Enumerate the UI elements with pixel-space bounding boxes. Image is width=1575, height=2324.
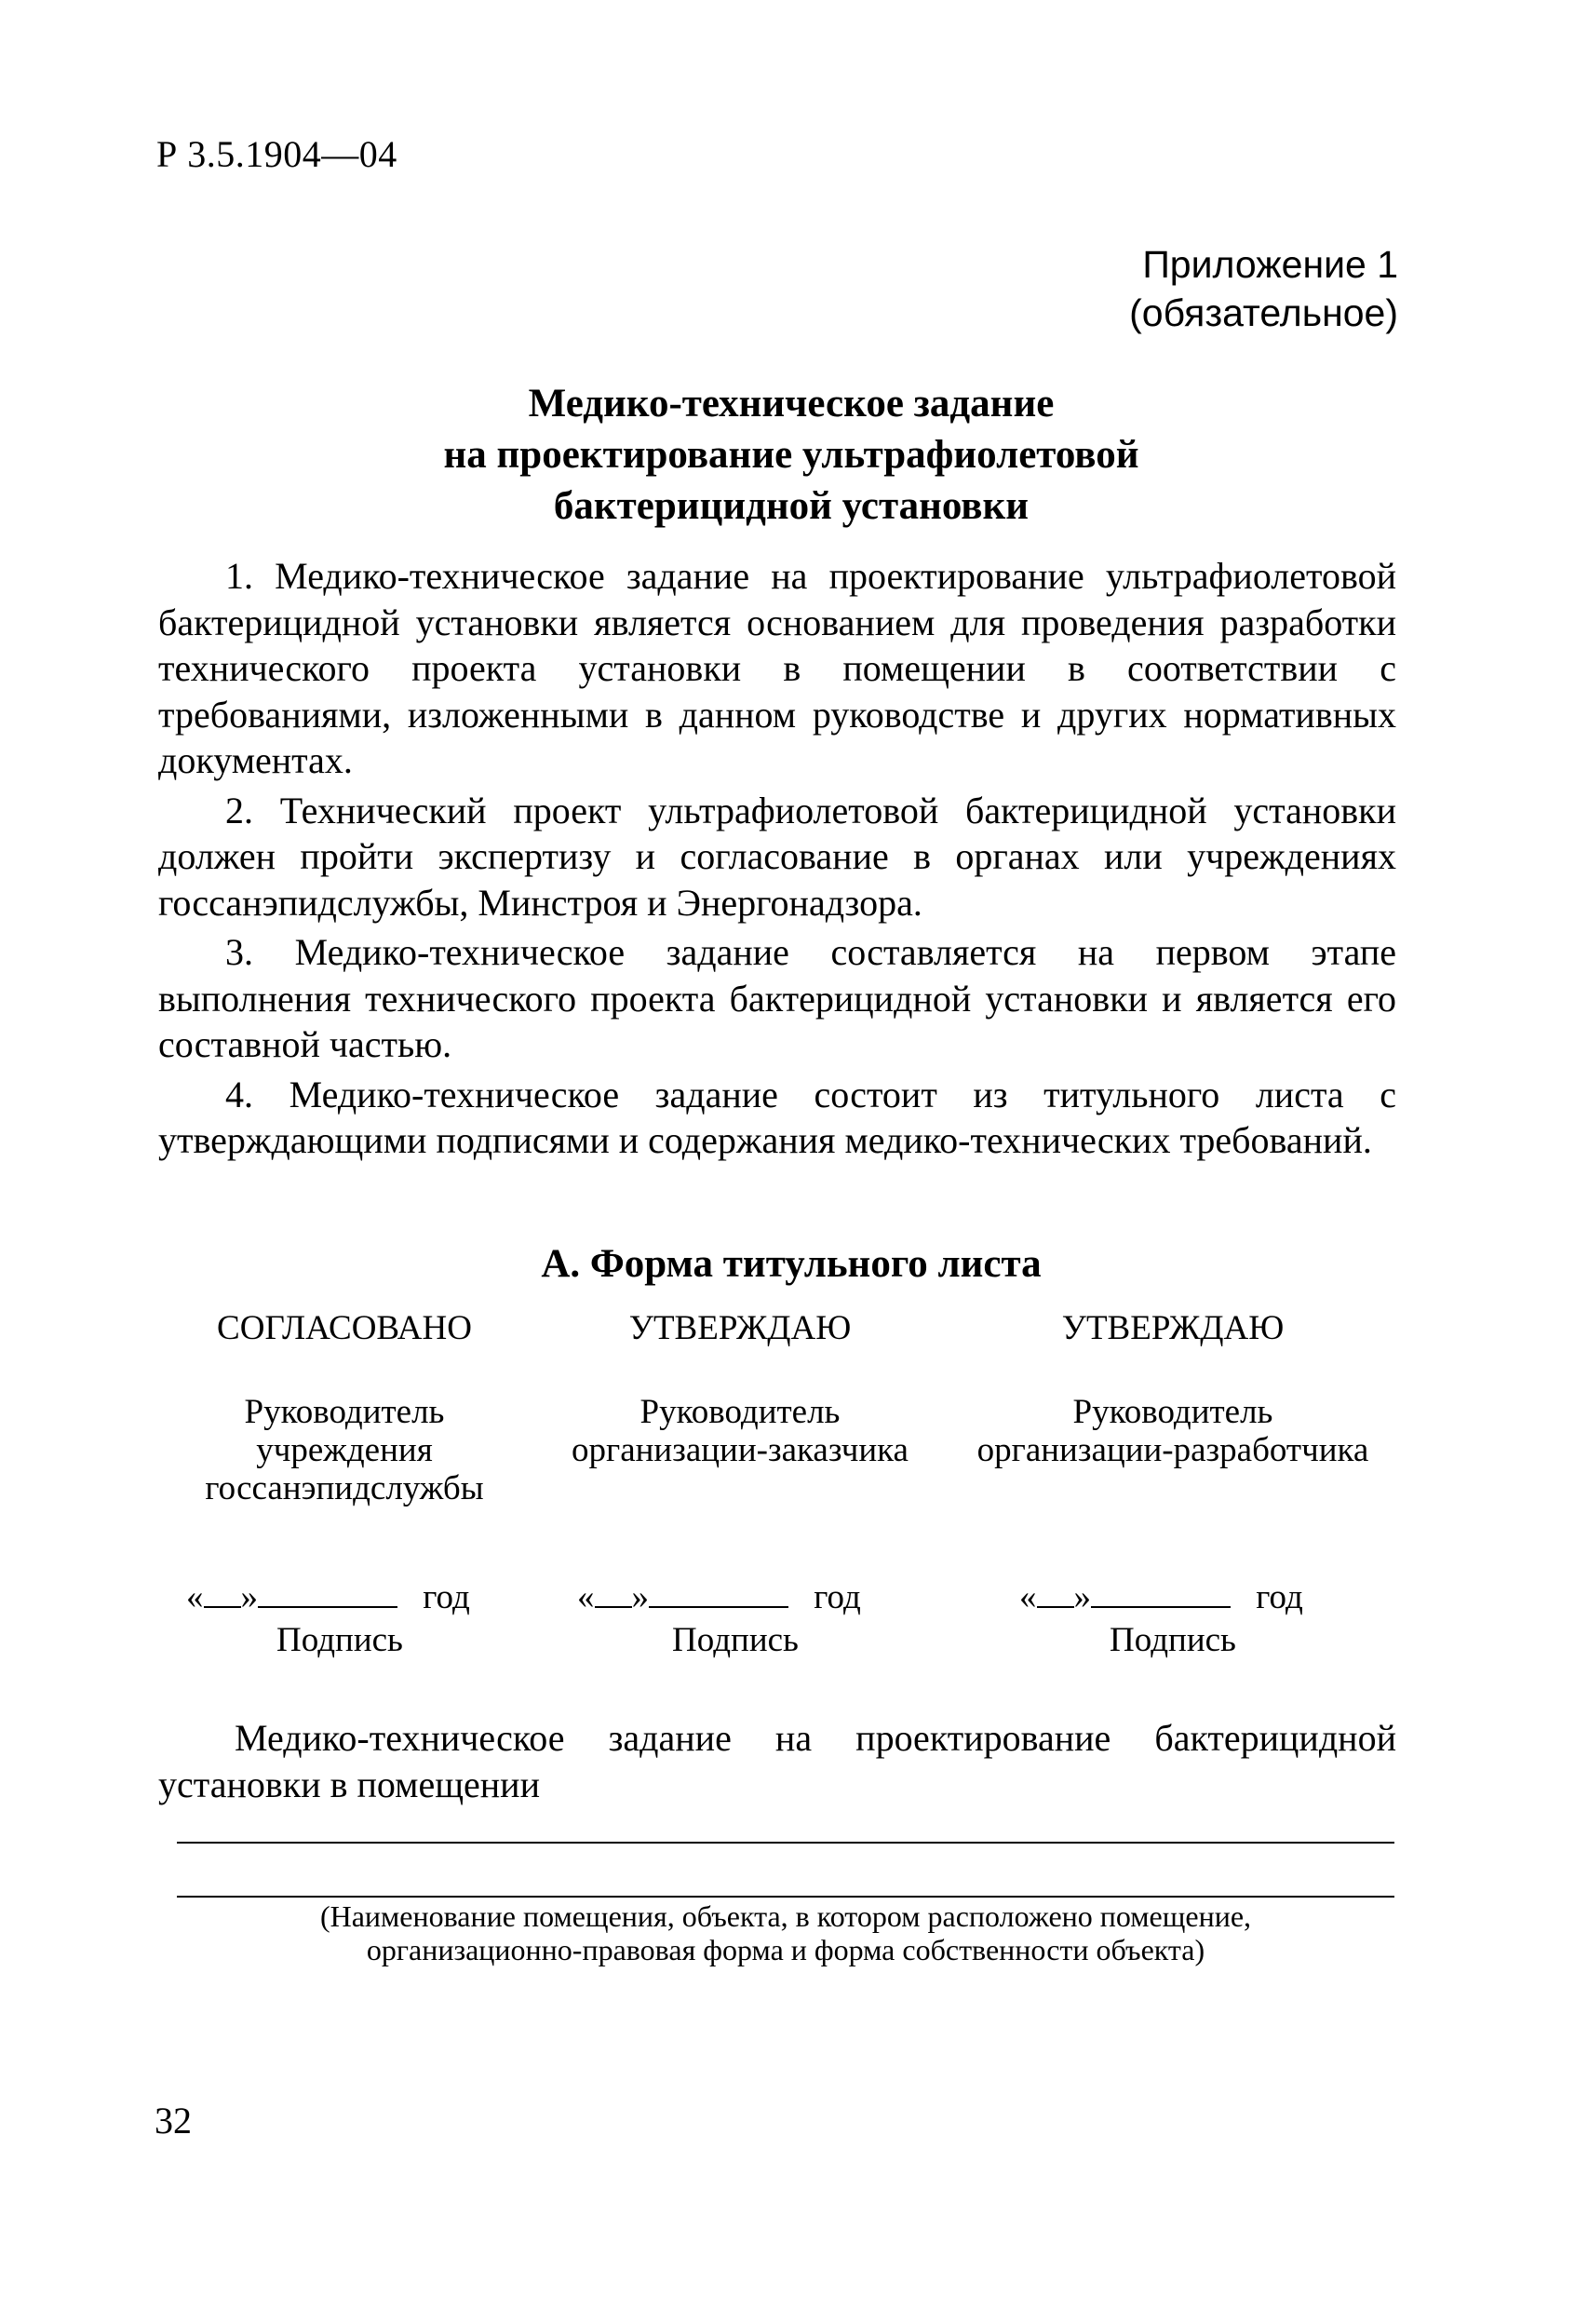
- year-label: год: [423, 1578, 470, 1616]
- day-blank[interactable]: [595, 1578, 632, 1608]
- day-blank[interactable]: [1037, 1578, 1074, 1608]
- body-text: [158, 553, 1396, 1168]
- document-title: [279, 378, 1303, 532]
- section-title: А. Форма титульного листа: [541, 1242, 1042, 1286]
- role-line-3: госсанэпидслужбы: [205, 1469, 484, 1507]
- title-line-2: на проектирование ультрафиолетовой: [443, 433, 1139, 477]
- page-number: 32: [155, 2100, 192, 2142]
- open-quote: «: [577, 1578, 595, 1616]
- caption-line-1: (Наименование помещения, объекта, в котором расположено помещение,: [319, 1899, 1252, 1933]
- signature-label-developer: Подпись: [1110, 1621, 1236, 1659]
- day-blank[interactable]: [204, 1578, 241, 1608]
- facility-name-line-2[interactable]: [177, 1896, 1394, 1898]
- appendix-label: [840, 240, 1398, 337]
- open-quote: «: [186, 1578, 204, 1616]
- role-line-2: организации-заказчика: [572, 1431, 909, 1469]
- month-blank[interactable]: [258, 1578, 397, 1608]
- month-blank[interactable]: [649, 1578, 788, 1608]
- role-line-1: Руководитель: [1072, 1393, 1273, 1431]
- document-code: Р 3.5.1904—04: [156, 133, 397, 175]
- paragraph-3: 3. Медико-техническое задание составляется на первом этапе выполнения технического проекта бактерицидной установки и является его составной частью.: [158, 931, 1396, 1065]
- date-field-customer[interactable]: [577, 1577, 861, 1618]
- close-quote: »: [240, 1578, 258, 1616]
- title-line-3: бактерицидной установки: [553, 484, 1030, 528]
- task-statement-text: Медико-техническое задание на проектирование бактерицидной установки в помещении: [158, 1717, 1396, 1805]
- year-label: год: [814, 1578, 861, 1616]
- facility-name-caption: [177, 1899, 1394, 1966]
- paragraph-1: 1. Медико-техническое задание на проектирование ультрафиолетовой бактерицидной установки является основанием для проведения разработки технического проекта установки в помещении в соответствии с требованиями, изложенными в данном руководстве и других нормативных документах.: [158, 555, 1396, 781]
- column-heading: УТВЕРЖДАЮ: [1061, 1309, 1285, 1347]
- signature-label-customer: Подпись: [672, 1621, 799, 1659]
- role-line-2: учреждения: [256, 1431, 433, 1469]
- signature-label-agreed: Подпись: [276, 1621, 403, 1659]
- approval-column-customer: [535, 1309, 945, 1469]
- role-line-2: организации-разработчика: [976, 1431, 1369, 1469]
- role-line-1: Руководитель: [639, 1393, 841, 1431]
- close-quote: »: [631, 1578, 649, 1616]
- appendix-number: Приложение 1: [1142, 243, 1398, 286]
- date-field-developer[interactable]: [1019, 1577, 1303, 1618]
- approval-column-developer: [959, 1309, 1387, 1469]
- year-label: год: [1256, 1578, 1303, 1616]
- paragraph-4: 4. Медико-техническое задание состоит из титульного листа с утверждающими подписями и содержания медико-технических требований.: [158, 1073, 1396, 1161]
- caption-line-2: организационно-правовая форма и форма собственности объекта): [366, 1933, 1205, 1966]
- column-heading: УТВЕРЖДАЮ: [628, 1309, 852, 1347]
- open-quote: «: [1019, 1578, 1037, 1616]
- close-quote: »: [1073, 1578, 1091, 1616]
- facility-name-line-1[interactable]: [177, 1842, 1394, 1844]
- paragraph-2: 2. Технический проект ультрафиолетовой бактерицидной установки должен пройти экспертизу и согласование в органах или учреждениях госсанэпидслужбы, Минстроя и Энергонадзора.: [158, 789, 1396, 924]
- approval-column-agreed: [177, 1309, 512, 1507]
- role-line-1: Руководитель: [244, 1393, 445, 1431]
- task-statement: [158, 1715, 1396, 1808]
- date-field-agreed[interactable]: [186, 1577, 470, 1618]
- appendix-status: (обязательное): [1129, 291, 1398, 334]
- title-line-1: Медико-техническое задание: [528, 382, 1055, 426]
- column-heading: СОГЛАСОВАНО: [217, 1309, 472, 1347]
- month-blank[interactable]: [1091, 1578, 1231, 1608]
